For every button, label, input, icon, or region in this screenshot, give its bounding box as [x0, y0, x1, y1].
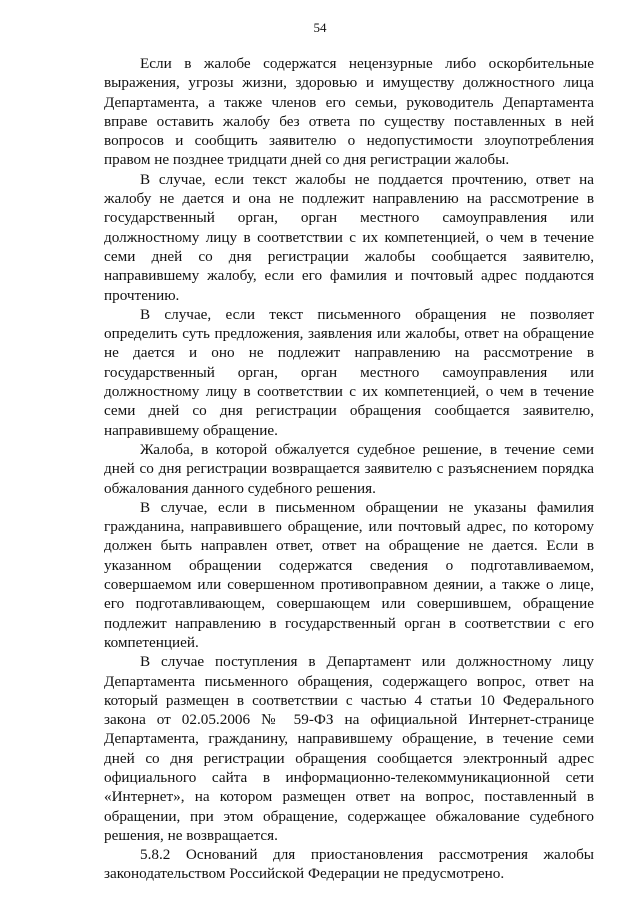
page-number: 54 [313, 20, 327, 35]
paragraph-missing-name-address: В случае, если в письменном обращении не указаны фамилия гражданина, направившего обращение, или почтовый адрес, по которому должен быть направлен ответ, ответ на обращение не дается. Если в указанном обращении содержатся сведения о подготавливаемом, совершаемом или совершенном противоправном деянии, а также о лице, его подготавливающем, совершающем или совершившем, обращение подлежит направлению в государственный орган в соответствии с его компетенцией. [104, 498, 594, 651]
paragraph-answer-published-online: В случае поступления в Департамент или должностному лицу Департамента письменного обращения, содержащего вопрос, ответ на который размещен в соответствии с частью 4 статьи 10 Федерального закона от 02.05.2006 № 59-ФЗ на официальной Интернет-странице Департамента, гражданину, направившему обращение, в течение семи дней со дня регистрации обращения сообщается электронный адрес официального сайта в информационно-телекоммуникационной сети «Интернет», на котором размещен ответ на вопрос, поставленный в обращении, при этом обращение, содержащее обжалование судебного решения, не возвращается. [104, 653, 594, 844]
page-body [104, 54, 594, 884]
paragraph-court-decision: Жалоба, в которой обжалуется судебное решение, в течение семи дней со дня регистрации возвращается заявителю с разъяснением порядка обжалования данного судебного решения. [104, 440, 594, 497]
paragraph-undeterminable-appeal: В случае, если текст письменного обращения не позволяет определить суть предложения, заявления или жалобы, ответ на обращение не дается и оно не подлежит направлению на рассмотрение в государственный орган, орган местного самоуправления или должностному лицу в соответствии с их компетенцией, о чем в течение семи дней со дня регистрации обращения сообщается заявителю, направившему обращение. [104, 305, 594, 439]
paragraph-unreadable-complaint: В случае, если текст жалобы не поддается прочтению, ответ на жалобу не дается и она не подлежит направлению на рассмотрение в государственный орган, орган местного самоуправления или должностному лицу в соответствии с их компетенцией, о чем в течение семи дней со дня регистрации жалобы сообщается заявителю, направившему жалобу, если его фамилия и почтовый адрес поддаются прочтению. [104, 170, 594, 304]
paragraph-offensive-complaint: Если в жалобе содержатся нецензурные либо оскорбительные выражения, угрозы жизни, здоровью и имуществу должностного лица Департамента, а также членов его семьи, руководитель Департамента вправе оставить жалобу без ответа по существу поставленных в ней вопросов и сообщить заявителю о недопустимости злоупотребления правом не позднее тридцати дней со дня регистрации жалобы. [104, 55, 594, 169]
paragraph-section-5-8-2: 5.8.2 Оснований для приостановления рассмотрения жалобы законодательством Российской Федерации не предусмотрено. [104, 846, 594, 883]
